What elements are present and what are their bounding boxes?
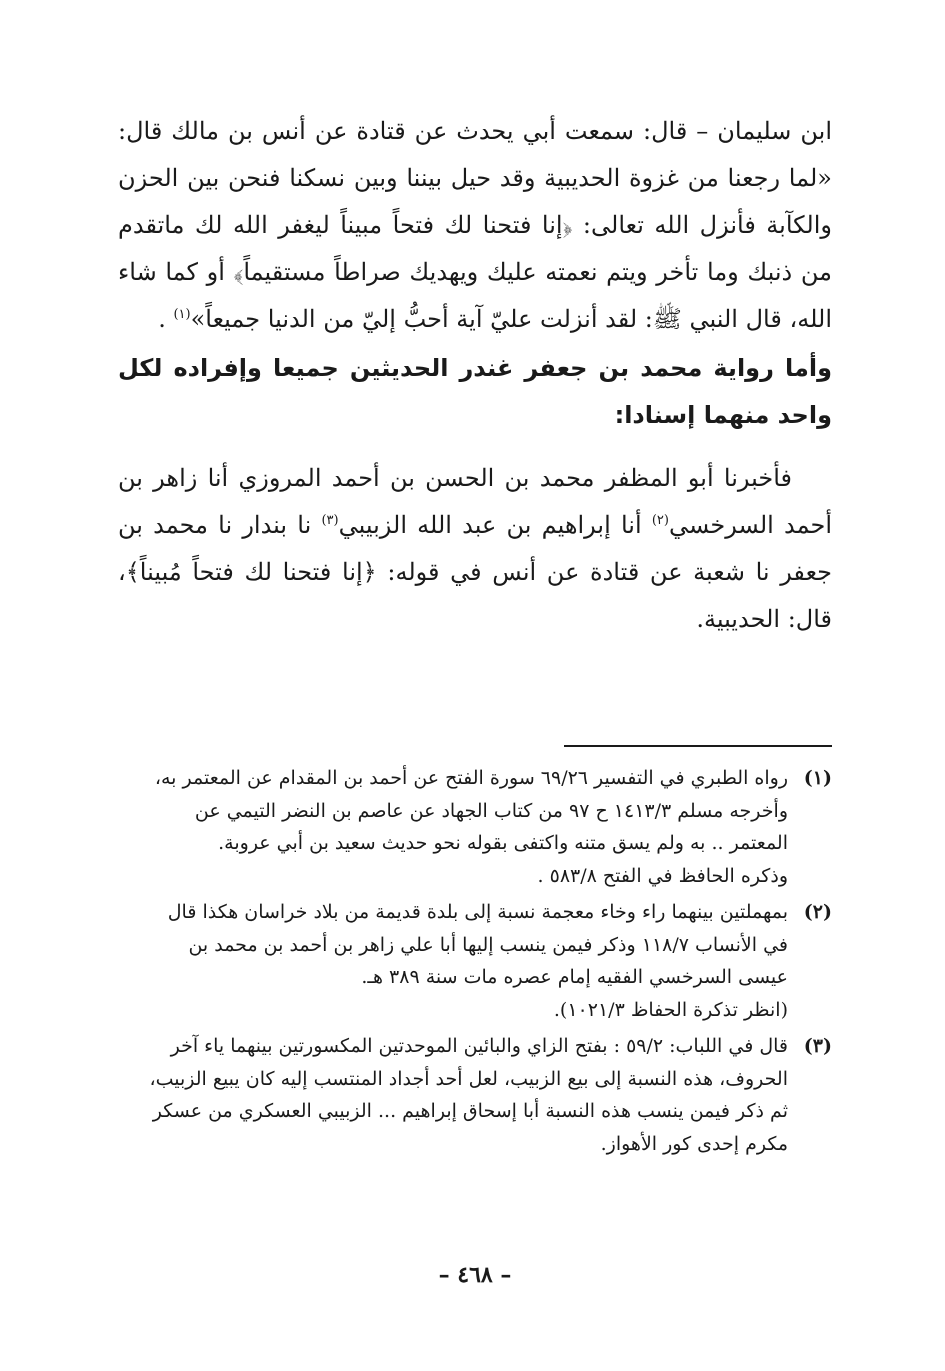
footnote-ref-3: (٣): [321, 513, 339, 528]
section-heading: وأما رواية محمد بن جعفر غندر الحديثين جميعا وإفراده لكل واحد منهما إسنادا:: [118, 354, 832, 429]
paragraph-isnad-part2: أنا إبراهيم بن عبد الله الزبيبي: [338, 511, 652, 539]
footnote-line: بمهملتين بينهما راء وخاء معجمة نسبة إلى بلدة قديمة من بلاد خراسان هكذا قال: [167, 901, 788, 923]
footnote-line: المعتمر .. به ولم يسق متنه واكتفى بقوله نحو حديث سعيد بن أبي عروبة.: [218, 832, 788, 854]
page-number: – ٤٦٨ –: [438, 1262, 512, 1288]
footnote-number: (٣): [803, 1035, 832, 1057]
footnote-line: عيسى السرخسي الفقيه إمام عصره مات سنة ٣٨٩ هـ.: [361, 966, 788, 988]
footnote-line: (انظر تذكرة الحفاظ ١٠٢١/٣).: [553, 998, 788, 1021]
footnote-line: ثم ذكر فيمن ينسب هذه النسبة أبا إسحاق إبراهيم ... الزبيبي العسكري من عسكر: [152, 1100, 788, 1122]
footnote-line: وأخرجه مسلم ١٤١٣/٣ ح ٩٧ من كتاب الجهاد عن عاصم بن النضر التيمي عن: [194, 799, 788, 822]
footnote-number: (٢): [803, 901, 832, 923]
paragraph-hadith: [118, 108, 832, 343]
footnote-line: وذكره الحافظ في الفتح ٥٨٣/٨ .: [537, 864, 788, 887]
footnote-3: [118, 1030, 832, 1160]
footnote-divider: [564, 745, 832, 747]
footnote-2: [118, 896, 832, 1026]
paragraph-hadith-text: ابن سليمان – قال: سمعت أبي يحدث عن قتادة عن أنس بن مالك قال: «لما رجعنا من غزوة الحديبية وقد حيل بيننا وبين نسكنا فنحن بين الحزن والكآبة فأنزل الله تعالى: ﴿إنا فتحنا لك فتحاً مبيناً ليغفر الله لك ماتقدم من ذنبك وما تأخر ويتم نعمته عليك ويهديك صراطاً مستقيماً﴾ أو كما شاء الله، قال النبي ﷺ: لقد أنزلت عليّ آية أحبُّ إليّ من الدنيا جميعاً»: [118, 117, 832, 333]
footnotes: [118, 762, 832, 1164]
footnote-line: رواه الطبري في التفسير ٦٩/٢٦ سورة الفتح عن أحمد بن المقدام عن المعتمر به،: [154, 767, 788, 789]
paragraph-hadith-tail: .: [158, 305, 166, 333]
paragraph-isnad: [118, 455, 832, 643]
footnote-line: في الأنساب ١١٨/٧ وذكر فيمن ينسب إليها أبا علي زاهر بن أحمد بن محمد بن: [188, 933, 788, 956]
paragraph-isnad-part3: نا بندار نا محمد بن جعفر نا شعبة عن قتادة عن أنس في قوله: ﴿إنا فتحنا لك فتحاً مُبيناً﴾، قال: الحديبية.: [118, 511, 832, 633]
footnote-ref-2: (٢): [651, 513, 669, 528]
footnote-line: مكرم إحدى كور الأهواز.: [600, 1132, 788, 1155]
main-text: [118, 108, 832, 643]
footnote-line: الحروف، هذه النسبة إلى بيع الزبيب، لعل أحد أجداد المنتسب إليه كان يبيع الزبيب،: [149, 1067, 788, 1090]
footnote-1: [118, 762, 832, 892]
footnote-line: قال في اللباب: ٥٩/٢ : بفتح الزاي والبائين الموحدتين المكسورتين بينهما ياء آخر: [170, 1035, 788, 1057]
book-page: [118, 0, 832, 1371]
footnote-number: (١): [803, 767, 832, 789]
paragraph-isnad-part1: فأخبرنا أبو المظفر محمد بن الحسن بن أحمد المروزي أنا زاهر بن أحمد السرخسي: [118, 464, 832, 539]
footnote-ref-1: (١): [173, 307, 191, 322]
